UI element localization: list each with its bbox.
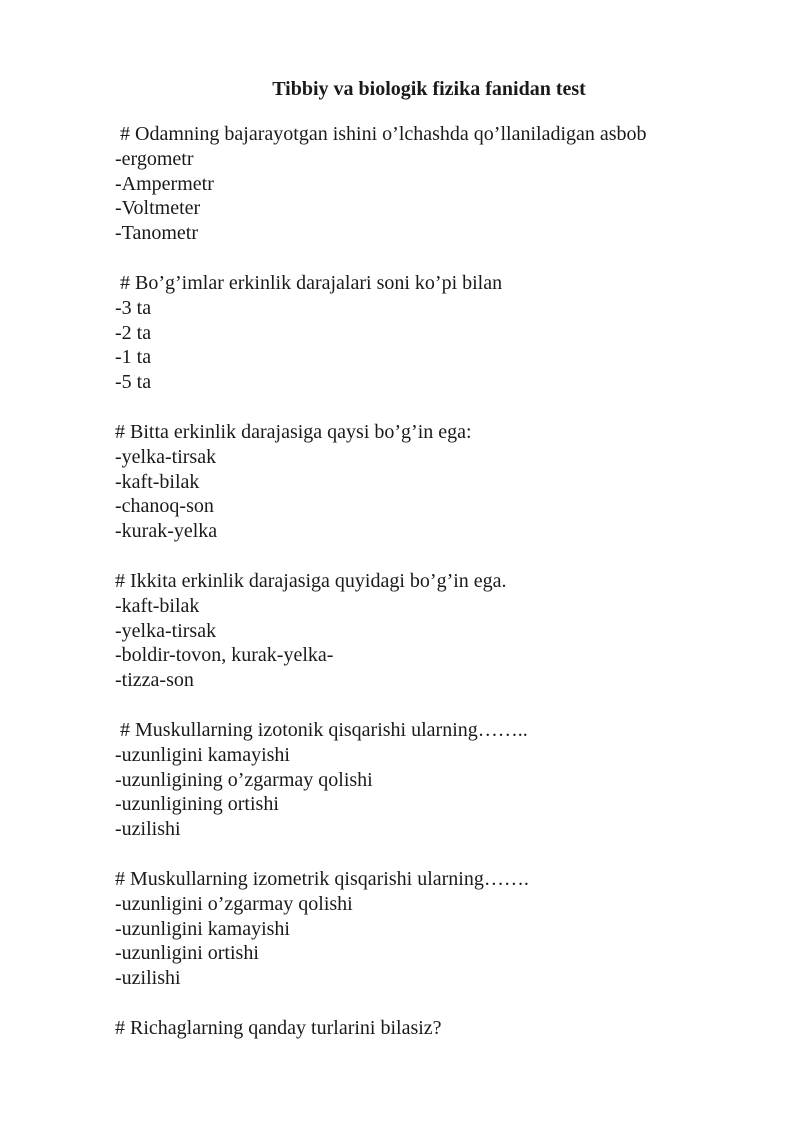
answer-option: -uzilishi: [115, 967, 181, 990]
answer-option: -Ampermetr: [115, 172, 214, 195]
answer-option: -kaft-bilak: [115, 470, 200, 493]
answer-option: -uzunligining ortishi: [115, 793, 279, 816]
answer-option: -Voltmeter: [115, 197, 201, 220]
answer-option: -Tanometr: [115, 222, 199, 245]
question-block: [115, 569, 755, 693]
answer-option: -5 ta: [115, 371, 152, 394]
question-block: [115, 1016, 755, 1041]
answer-option: -yelka-tirsak: [115, 619, 217, 642]
question-text: # Richaglarning qanday turlarini bilasiz?: [115, 1016, 442, 1039]
question-text: # Muskullarning izotonik qisqarishi ularning……..: [115, 718, 528, 741]
answer-option: -uzilishi: [115, 818, 181, 841]
document-title: Tibbiy va biologik fizika fanidan test: [272, 78, 586, 100]
answer-option: -uzunligini o’zgarmay qolishi: [115, 892, 353, 915]
answer-option: -yelka-tirsak: [115, 445, 217, 468]
question-block: [115, 718, 755, 842]
question-block: [115, 122, 755, 246]
answer-option: -uzunligini kamayishi: [115, 743, 290, 766]
answer-option: -uzunligining o’zgarmay qolishi: [115, 768, 373, 791]
question-block: [115, 271, 755, 395]
answer-option: -1 ta: [115, 346, 152, 369]
question-block: [115, 420, 755, 544]
question-text: # Ikkita erkinlik darajasiga quyidagi bo’g’in ega.: [115, 569, 507, 592]
question-list: [115, 122, 755, 1066]
answer-option: -tizza-son: [115, 669, 194, 692]
question-text: # Bitta erkinlik darajasiga qaysi bo’g’in ega:: [115, 420, 472, 443]
answer-option: -ergometr: [115, 147, 194, 170]
question-text: # Bo’g’imlar erkinlik darajalari soni ko’pi bilan: [115, 271, 503, 294]
answer-option: -kaft-bilak: [115, 594, 200, 617]
answer-option: -uzunligini ortishi: [115, 942, 259, 965]
answer-option: -uzunligini kamayishi: [115, 917, 290, 940]
question-text: # Muskullarning izometrik qisqarishi ularning…….: [115, 867, 529, 890]
answer-option: -3 ta: [115, 296, 152, 319]
answer-option: -kurak-yelka: [115, 520, 218, 543]
answer-option: -chanoq-son: [115, 495, 214, 518]
question-text: # Odamning bajarayotgan ishini o’lchashda qo’llaniladigan asbob: [115, 123, 647, 145]
question-block: [115, 867, 755, 991]
answer-option: -boldir-tovon, kurak-yelka-: [115, 644, 334, 667]
answer-option: -2 ta: [115, 321, 152, 344]
